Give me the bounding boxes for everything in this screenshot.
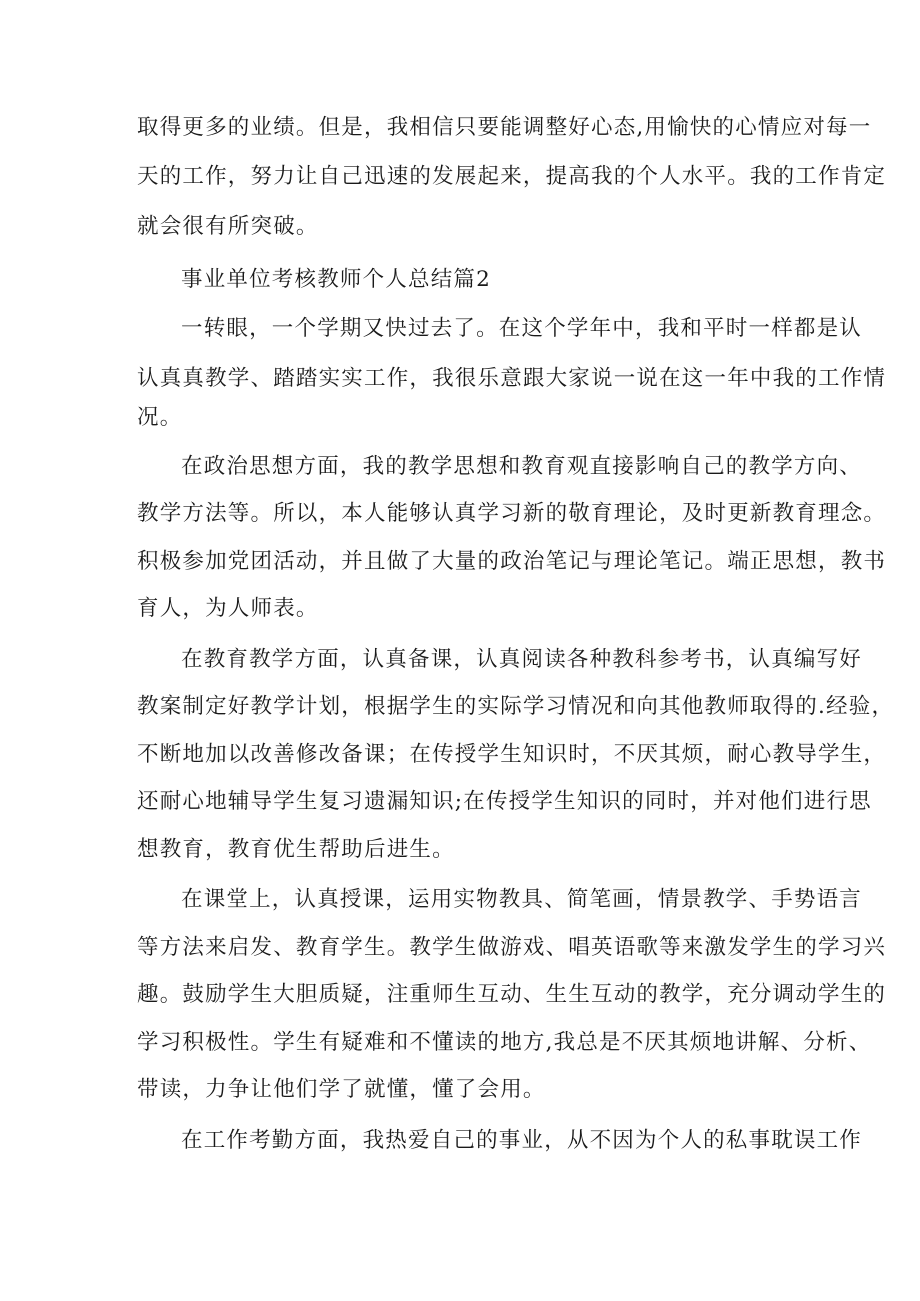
text-line: 等方法来启发、教育学生。教学生做游戏、唱英语歌等来激发学生的学习兴 [137,935,887,960]
text-line: 在工作考勤方面，我热爱自己的事业，从不因为个人的私事耽误工作 [181,1128,863,1153]
text-line: 一转眼，一个学期又快过去了。在这个学年中，我和平时一样都是认 [181,316,863,341]
text-line: 趣。鼓励学生大胆质疑，注重师生互动、生生互动的教学，充分调动学生的 [137,982,887,1007]
text-line: 在政治思想方面，我的教学思想和教育观直接影响自己的教学方向、 [181,454,863,479]
text-line: 认真真教学、踏踏实实工作，我很乐意跟大家说一说在这一年中我的工作情 [137,366,887,391]
text-line: 取得更多的业绩。但是，我相信只要能调整好心态,用愉快的心情应对每一 [137,115,872,140]
text-line: 想教育，教育优生帮助后进生。 [137,837,455,862]
text-line: 教案制定好教学计划，根据学生的实际学习情况和向其他教师取得的.经验， [137,694,895,719]
text-line: 在教育教学方面，认真备课，认真阅读各种教科参考书，认真编写好 [181,647,863,672]
text-line: 学习积极性。学生有疑难和不懂读的地方,我总是不厌其烦地讲解、分析、 [137,1030,872,1055]
text-line: 积极参加党团活动，并且做了大量的政治笔记与理论笔记。端正思想，教书 [137,549,887,574]
text-line: 况。 [137,405,183,430]
text-line: 还耐心地辅导学生复习遗漏知识;在传授学生知识的同时，并对他们进行思 [137,789,872,814]
text-line: 教学方法等。所以，本人能够认真学习新的敬育理论，及时更新教育理念。 [137,501,887,526]
text-line: 天的工作，努力让自己迅速的发展起来，提高我的个人水平。我的工作肯定 [137,164,887,189]
text-line: 带读，力争让他们学了就懂，懂了会用。 [137,1077,546,1102]
text-line: 就会很有所突破。 [137,214,319,239]
text-line: 在课堂上，认真授课，运用实物教具、简笔画，情景教学、手势语言 [181,887,863,912]
text-line: 不断地加以改善修改备课；在传授学生知识时，不厌其烦，耐心教导学生， [137,742,887,767]
section-heading: 事业单位考核教师个人总结篇2 [181,267,491,292]
text-line: 育人，为人师表。 [137,596,319,621]
